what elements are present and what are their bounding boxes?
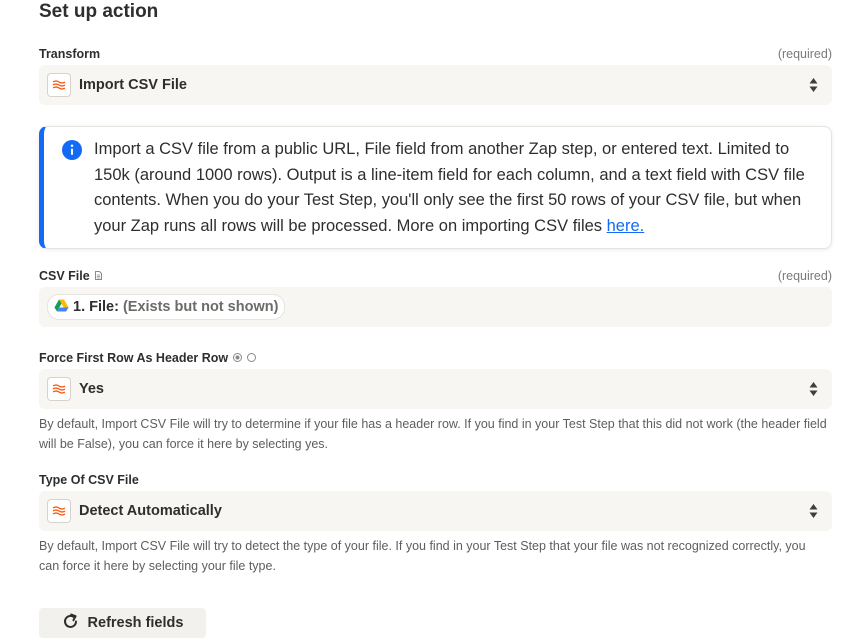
google-drive-icon — [54, 299, 69, 316]
refresh-fields-button[interactable] — [39, 608, 206, 638]
csv-type-value: Detect Automatically — [79, 503, 222, 519]
info-here-link[interactable]: here. — [606, 216, 645, 235]
csv-file-required: (required) — [777, 269, 832, 283]
info-text — [94, 137, 824, 239]
select-arrows-icon — [809, 381, 818, 402]
header-row-select[interactable] — [39, 369, 832, 409]
csv-file-input[interactable] — [39, 287, 832, 327]
file-pill-value: (Exists but not shown) — [122, 299, 279, 315]
radio-selected-icon — [233, 351, 242, 365]
info-callout — [39, 126, 832, 249]
transform-label — [39, 47, 100, 61]
transform-required: (required) — [777, 47, 832, 61]
transform-app-icon — [47, 377, 71, 401]
csv-file-label-text: CSV File — [39, 269, 90, 283]
header-row-label-text: Force First Row As Header Row — [39, 351, 229, 365]
select-arrows-icon — [809, 503, 818, 524]
refresh-label: Refresh fields — [87, 615, 184, 631]
csv-type-select[interactable] — [39, 491, 832, 531]
header-row-help: By default, Import CSV File will try to determine if your file has a header row. If you find in your Test Step that this did not work (the header field will be False), you can force it here by selecting yes. — [39, 417, 827, 451]
transform-select[interactable] — [39, 65, 832, 105]
csv-type-label-text: Type Of CSV File — [39, 473, 139, 487]
select-arrows-icon — [809, 77, 818, 98]
csv-type-label — [39, 473, 139, 487]
info-icon — [62, 140, 82, 165]
page-title: Set up action — [39, 1, 159, 22]
transform-value: Import CSV File — [79, 77, 187, 93]
file-pill-prefix: 1. File: — [73, 299, 119, 315]
radio-empty-icon — [247, 351, 256, 365]
refresh-icon — [62, 613, 79, 634]
transform-app-icon — [47, 73, 71, 97]
transform-app-icon — [47, 499, 71, 523]
header-row-label — [39, 351, 256, 365]
mapped-file-pill[interactable] — [47, 294, 285, 320]
info-body: Import a CSV file from a public URL, File field from another Zap step, or entered text. Limited to 150k (around 1000 rows). Output is a line-item field for each column, and a text field with CSV file contents. When you do your Test Step, you'll only see the first 50 rows of your CSV file, but when your Zap runs all rows will be processed. More on importing CSV files — [94, 140, 805, 235]
transform-label-text: Transform — [39, 47, 101, 61]
csv-file-label — [39, 269, 102, 283]
csv-type-help: By default, Import CSV File will try to detect the type of your file. If you find in your Test Step that your file was not recognized correctly, you can force it here by selecting your file type. — [39, 539, 806, 573]
file-type-icon — [95, 269, 102, 283]
header-row-value: Yes — [79, 381, 104, 397]
